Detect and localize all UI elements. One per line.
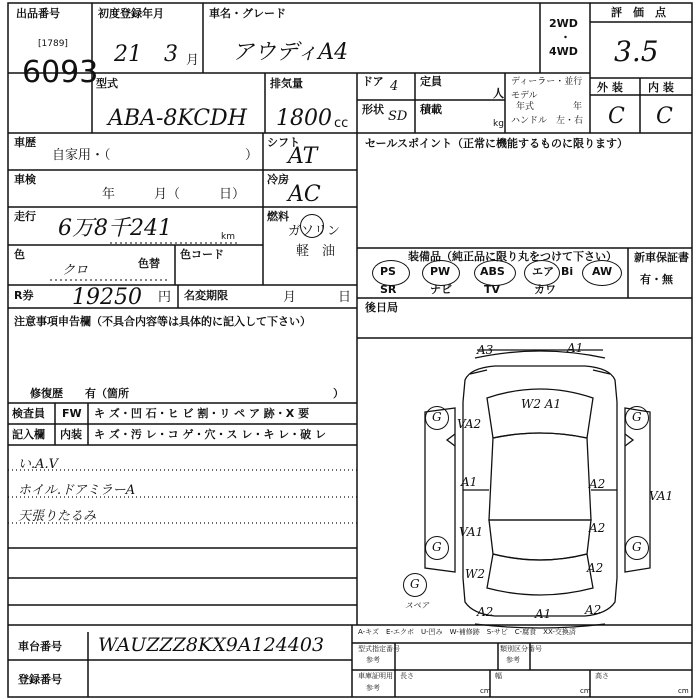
- mileage-value: 6万8千241: [58, 216, 172, 241]
- mark-left-rear-door: VA1: [459, 525, 484, 539]
- width-unit: cm: [580, 687, 591, 695]
- fuel-label: 燃料: [267, 210, 289, 223]
- shape-value: SD: [388, 109, 408, 124]
- mark-left-rear-quarter: W2: [465, 567, 485, 581]
- length-unit: cm: [480, 687, 491, 695]
- inspector-note-2: ホイル.ドアミラーA: [18, 483, 136, 498]
- dealer-label: ディーラー・並行: [511, 77, 583, 87]
- mark-hood: W2 A1: [521, 397, 562, 411]
- recycle-value: 19250: [72, 285, 142, 310]
- registration-label: 登録番号: [18, 673, 62, 686]
- damage-legend: A-キズ E-エクボ U-凹み W-補修跡 S-サビ C-腐食 XX-交換済: [358, 628, 576, 636]
- doors-label: ドア: [362, 75, 384, 88]
- mark-front-left-corner: A3: [477, 343, 494, 357]
- repair-history-label: 修復歴 有（箇所: [30, 387, 129, 400]
- exterior-grade-label: 外 装: [597, 81, 623, 94]
- drive-dot: ・: [560, 31, 571, 44]
- equip-navi: ナビ: [430, 283, 452, 296]
- capacity-unit: 人: [493, 87, 504, 100]
- equip-pw: PW: [430, 265, 451, 278]
- height-unit: cm: [678, 687, 689, 695]
- name-change-month: 月: [283, 290, 297, 305]
- mark-right-rear-door: A2: [589, 521, 606, 535]
- inspector-fw-items: キ ズ・凹 石・ヒ ビ 割・リ ペ ア 跡・X 要: [94, 407, 310, 420]
- inspection-fields: 年 月（ 日）: [102, 187, 246, 202]
- mark-rear-right-corner: A2: [585, 603, 602, 617]
- history-value: 自家用・（: [52, 148, 111, 163]
- inspector-note-1: い.A.V: [18, 457, 59, 472]
- month-unit: 月: [186, 53, 200, 68]
- equip-aw: AW: [592, 265, 613, 278]
- car-outline: [395, 340, 680, 630]
- class-label: 類別区分番号: [500, 645, 542, 653]
- loading-unit: kg: [493, 119, 504, 129]
- mark-left-rear-wheel: G: [432, 540, 442, 554]
- color-change-label: 色替: [138, 257, 160, 270]
- interior-grade-label: 内 装: [648, 81, 674, 94]
- dims-label: 車庫証明用: [358, 672, 393, 680]
- warranty-value: 有・無: [640, 273, 673, 286]
- score-value: 3.5: [614, 35, 659, 68]
- sales-point-label: セールスポイント（正常に機能するものに限ります）: [365, 137, 629, 150]
- mark-right-mirror: VA1: [649, 489, 674, 503]
- chassis-label: 車台番号: [18, 640, 62, 653]
- model-year-label: モデル: [511, 91, 538, 101]
- model-name-value: アウディA4: [232, 40, 349, 65]
- ac-label: 冷房: [267, 173, 289, 186]
- length-label: 長さ: [400, 672, 414, 680]
- mark-spare-label: スペア: [405, 601, 429, 610]
- width-label: 幅: [495, 672, 502, 680]
- warranty-label: 新車保証書: [634, 251, 689, 264]
- equip-ps: PS: [380, 265, 396, 278]
- fuel-diesel: 軽 油: [296, 244, 336, 259]
- lot-sub-number: [1789]: [38, 39, 68, 49]
- attention-label: 注意事項申告欄（不具合内容等は具体的に記入して下さい）: [14, 315, 311, 328]
- inspection-label: 車検: [14, 173, 36, 186]
- loading-label: 積載: [420, 103, 442, 116]
- dims-ref: 参考: [366, 684, 380, 692]
- ac-value: AC: [288, 182, 321, 207]
- recycle-yen: 円: [158, 290, 172, 305]
- first-registration-year: 21: [114, 42, 142, 67]
- year-unit: 年: [573, 102, 583, 112]
- inspector-note-3: 天張りたるみ: [18, 509, 97, 524]
- shape-label: 形状: [362, 103, 384, 116]
- mark-right-front-door: A2: [589, 477, 606, 491]
- first-registration-month: 3: [164, 42, 178, 67]
- name-change-day: 日: [338, 290, 352, 305]
- history-label: 車歴: [14, 136, 36, 149]
- equip-tv: TV: [484, 283, 501, 296]
- mark-left-front-door: A1: [461, 475, 478, 489]
- mark-right-front-wheel: G: [632, 410, 642, 424]
- displacement-value: 1800: [276, 106, 332, 131]
- mark-right-rear-wheel: G: [632, 540, 642, 554]
- name-change-label: 名変期限: [184, 289, 228, 302]
- inspector-interior-label: 内装: [60, 428, 82, 441]
- history-close: ）: [245, 148, 259, 163]
- mileage-unit: km: [221, 232, 235, 242]
- equip-sr: SR: [380, 283, 397, 296]
- interior-grade: C: [656, 104, 673, 129]
- inspector-label-2: 記入欄: [12, 428, 45, 441]
- mark-rear-bumper: A1: [535, 607, 552, 621]
- height-label: 高さ: [595, 672, 609, 680]
- equip-bi: Bi: [561, 265, 574, 278]
- drive-4wd: 4WD: [549, 45, 578, 58]
- cert-ref: 参考: [366, 656, 380, 664]
- model-code-label: 型式: [96, 77, 118, 90]
- equipment-label: 装備品（純正品に限り丸をつけて下さい）: [408, 250, 617, 263]
- drive-2wd: 2WD: [549, 17, 578, 30]
- mark-right-rear-quarter: A2: [587, 561, 604, 575]
- handle-label: ハンドル 左・右: [511, 116, 584, 126]
- inspector-label-1: 検査員: [12, 407, 45, 420]
- doors-value: 4: [390, 79, 399, 94]
- equip-aw-circle: [582, 260, 622, 286]
- inspector-fw: FW: [62, 407, 82, 420]
- first-registration-label: 初度登録年月: [98, 7, 164, 20]
- damage-diagram: [395, 340, 680, 630]
- equip-aircon: エア: [532, 265, 554, 278]
- cert-label: 型式指定番号: [358, 645, 400, 653]
- model-name-label: 車名・グレード: [209, 7, 286, 20]
- fuel-gasoline: ガソリン: [288, 224, 341, 239]
- repair-history-close: ）: [333, 387, 344, 400]
- color-value: クロ: [62, 263, 89, 278]
- mark-front-left-fender: VA2: [457, 417, 482, 431]
- score-label: 評 価 点: [611, 6, 666, 19]
- displacement-label: 排気量: [270, 77, 303, 90]
- model-code-value: ABA-8KCDH: [108, 106, 247, 131]
- retrofit-label: 後日局: [365, 301, 398, 314]
- inspector-interior-items: キ ズ・汚 レ・コ ゲ・穴・ス レ・キ レ・破 レ: [94, 428, 326, 441]
- lot-number-label: 出品番号: [16, 7, 60, 20]
- capacity-label: 定員: [420, 75, 442, 88]
- equip-leather: カワ: [534, 283, 556, 296]
- exterior-grade: C: [608, 104, 625, 129]
- color-code-label: 色コード: [180, 248, 224, 261]
- shift-value: AT: [288, 144, 318, 169]
- displacement-unit: cc: [334, 116, 349, 131]
- recycle-label: R券: [14, 289, 34, 302]
- fuel-gasoline-circle: [300, 214, 324, 238]
- class-ref: 参考: [506, 656, 520, 664]
- mark-rear-left-corner: A2: [477, 605, 494, 619]
- mark-front-bumper: A1: [567, 341, 584, 355]
- shift-label: シフト: [267, 136, 300, 149]
- equip-abs: ABS: [480, 265, 505, 278]
- model-year-label-2: 年式: [516, 102, 535, 112]
- chassis-value: WAUZZZ8KX9A124403: [98, 634, 325, 656]
- mark-left-front-wheel: G: [432, 410, 442, 424]
- mileage-label: 走行: [14, 210, 36, 223]
- mark-spare-tire: G: [410, 577, 420, 591]
- color-label: 色: [14, 248, 25, 261]
- lot-number: 6093: [22, 55, 99, 90]
